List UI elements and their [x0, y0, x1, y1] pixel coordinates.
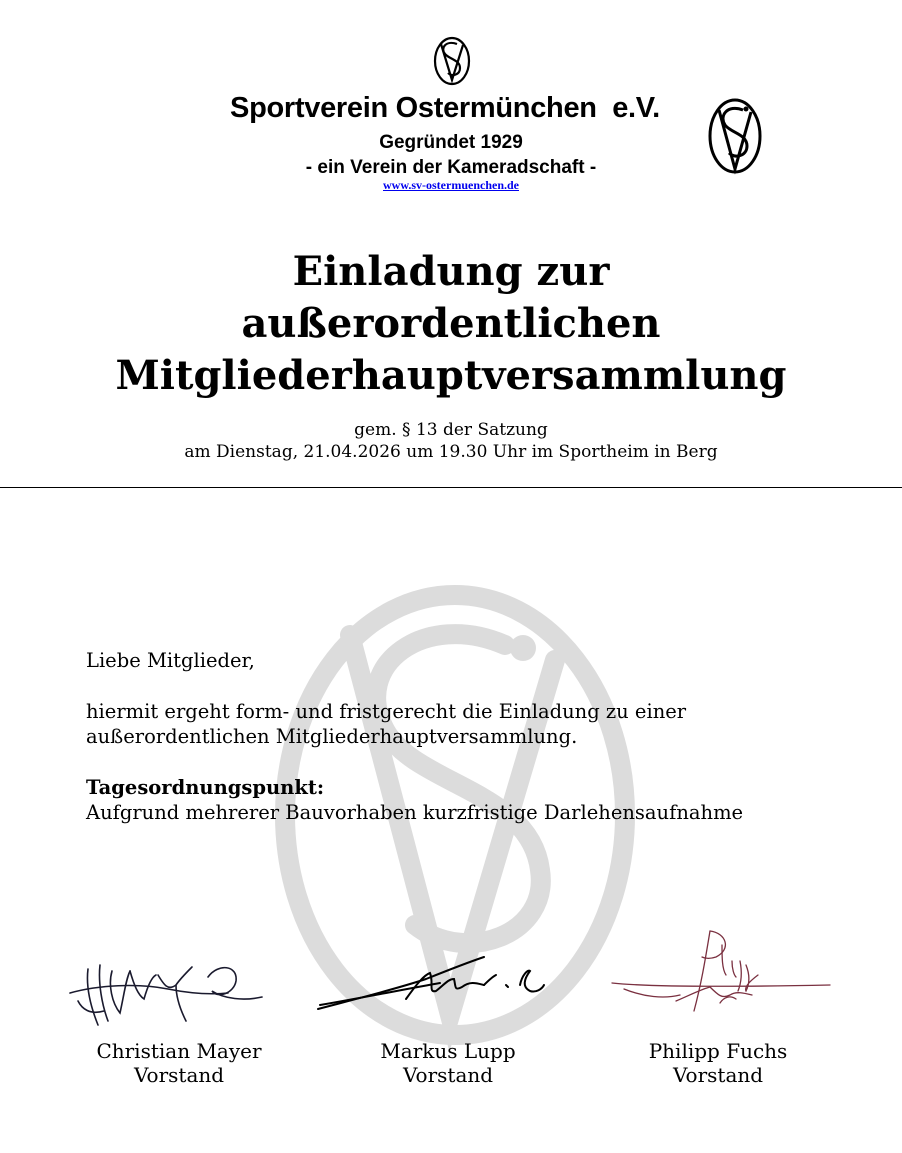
agenda-heading: Tagesordnungspunkt: [86, 776, 325, 799]
club-name: Sportverein Ostermünchen e.V. [230, 92, 660, 124]
sv-logo-top [432, 35, 472, 87]
greeting: Liebe Mitglieder, [86, 649, 255, 672]
page-title [0, 246, 902, 402]
signature-block-1 [88, 1039, 270, 1087]
title-line-1: Einladung zur [292, 248, 610, 295]
signer-name: Markus Lupp [380, 1039, 516, 1063]
signer-role: Vorstand [133, 1063, 225, 1087]
agenda-item: Aufgrund mehrerer Bauvorhaben kurzfristige Darlehensaufnahme [86, 801, 744, 824]
signature-markus-lupp [316, 955, 556, 1015]
signer-role: Vorstand [402, 1063, 494, 1087]
signer-name: Philipp Fuchs [648, 1039, 788, 1063]
signer-role: Vorstand [672, 1063, 764, 1087]
founded-year: Gegründet 1929 [379, 132, 523, 153]
signature-block-2 [358, 1039, 538, 1087]
signer-name: Christian Mayer [96, 1039, 262, 1063]
statute-reference: gem. § 13 der Satzung [354, 420, 548, 440]
signature-philipp-fuchs [610, 925, 835, 1020]
signature-christian-mayer [68, 955, 268, 1035]
signature-block-3 [628, 1039, 808, 1087]
title-line-3: Mitgliederhauptversammlung [115, 352, 787, 399]
intro-line-1: hiermit ergeht form- und fristgerecht die Einladung zu einer [86, 700, 687, 723]
club-tagline: - ein Verein der Kameradschaft - [305, 157, 597, 178]
divider [0, 487, 902, 488]
meeting-date-location: am Dienstag, 21.04.2026 um 19.30 Uhr im Sportheim in Berg [184, 442, 718, 462]
website-link[interactable]: www.sv-ostermuenchen.de [383, 178, 519, 192]
intro-line-2: außerordentlichen Mitgliederhauptversammlung. [86, 725, 578, 748]
title-line-2: außerordentlichen [241, 300, 661, 347]
